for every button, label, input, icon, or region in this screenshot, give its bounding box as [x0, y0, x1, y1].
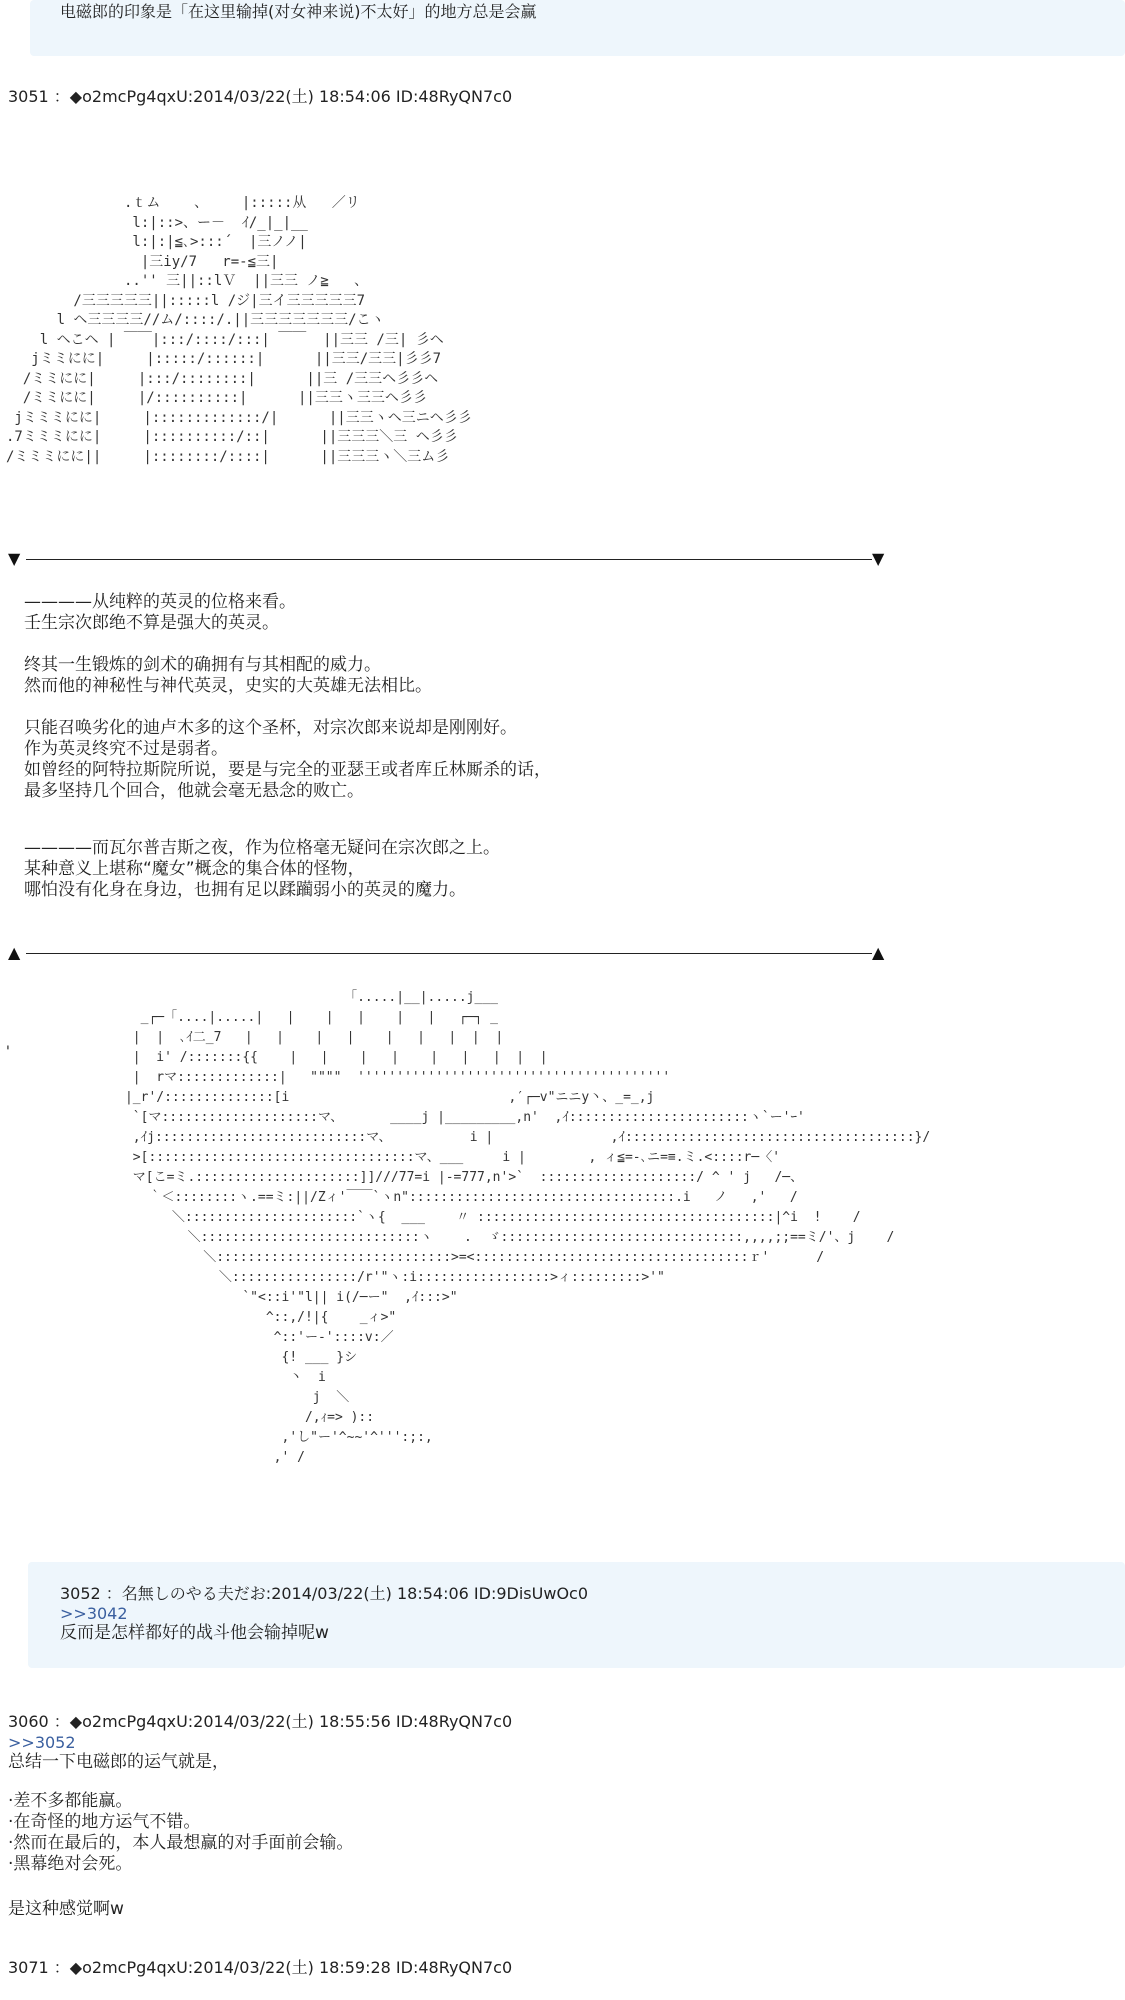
- body-line: ————从纯粹的英灵的位格来看。: [24, 592, 296, 612]
- post-3071-header: 3071 ：◆o2mcPg4qxU:2014/03/22(土) 18:59:28 ID:48RyQN7c0: [8, 1958, 513, 1977]
- post-3052-quote-box: [28, 1562, 1125, 1668]
- body-line: ·黑幕绝对会死。: [8, 1854, 133, 1874]
- ascii-art-character: .ｔム 、 |:::::从 ／リ l:|::>、ー－ ｲ/_|_|__ l:|:|≦､>:::´ |三ノノ| |三iy/7 r=-≦三| ..'' 三||::lＶ ||三三 ノ≧ 、 /三三三三三||:::::l /ジ|三イ三三三三三7 l ヘ三三三三//ム/::::/.||三三三三三三三/こヽ l ヘこヘ | ￣￣|:::/::::/:::| ￣￣ ||三三 /三| 彡ヘ jミミにに| |:::::/::::::| ||三三/三三|彡彡7 /ミミにに| |:::/::::::::| ||三 /三三ヘ彡彡ヘ /ミミにに| |/::::::::::| ||三三ヽ三三ヘ彡彡 jミミミにに| |:::::::::::::/| ||三三ヽヘ三ニヘ彡彡 .7ミミミにに| |::::::::::/::| ||三三三＼三 ヘ彡彡 /ミミミにに|| |::::::::/::::| ||三三三ヽ＼三ム彡: [6, 195, 472, 465]
- post-3051-body: [24, 592, 1104, 901]
- divider-down-line: [26, 559, 872, 560]
- ascii-stray-tick: ': [6, 1044, 10, 1060]
- post-3051-header: 3051 ：◆o2mcPg4qxU:2014/03/22(土) 18:54:06 ID:48RyQN7c0: [8, 87, 513, 106]
- divider-down-marker-right: ▼: [872, 549, 885, 568]
- body-line: 哪怕没有化身在身边，也拥有足以蹂躏弱小的英灵的魔力。: [24, 880, 466, 900]
- body-line: ————而瓦尔普吉斯之夜，作为位格毫无疑问在宗次郎之上。: [24, 838, 500, 858]
- body-line: 然而他的神秘性与神代英灵，史实的大英雄无法相比。: [24, 676, 432, 696]
- body-line: 壬生宗次郎绝不算是强大的英灵。: [24, 613, 279, 633]
- body-line: 是这种感觉啊w: [8, 1899, 124, 1919]
- divider-up-marker-right: ▲: [872, 943, 885, 962]
- post-3060-body: [8, 1752, 1108, 1920]
- body-gap: [24, 697, 1104, 718]
- divider-up-line: [26, 953, 872, 954]
- body-gap: [8, 1875, 1108, 1899]
- body-line: 只能召唤劣化的迪卢木多的这个圣杯，对宗次郎来说却是刚刚好。: [24, 718, 517, 738]
- body-line: 某种意义上堪称“魔女”概念的集合体的怪物，: [24, 859, 365, 879]
- body-line: 终其一生锻炼的剑术的确拥有与其相配的威力。: [24, 655, 381, 675]
- body-gap: [24, 802, 1104, 838]
- body-line: ·差不多都能赢。: [8, 1791, 133, 1811]
- post-3060-reply-link[interactable]: >>3052: [8, 1733, 76, 1752]
- body-line: ·在奇怪的地方运气不错。: [8, 1812, 201, 1832]
- divider-down-marker-left: ▼: [8, 549, 21, 568]
- body-gap: [8, 1773, 1108, 1791]
- body-gap: [24, 634, 1104, 655]
- body-line: 最多坚持几个回合，他就会毫无悬念的败亡。: [24, 781, 364, 801]
- ascii-art-walpurgis: 「.....|__|.....j___ _┌─「....|.....| | | | | | ┌─┐ _ | | ､ｲ二_7 | | | | | | | | | | i' /:::::::{{ | | | | | | | | | | rマ:::::::::::::| """" '''''''''''''''''''''''''''''''''''''''' |_r'/::::::::::::::[i ,′┌─v"ニニy丶、_=_,j `[マ::::::::::::::::::::マ、 ____j |_________,n' ,ｲ:::::::::::::::::::::::ヽ`ー'ｰ' ,ｲj:::::::::::::::::::::::::::マ、 i | ,ｲ:::::::::::::::::::::::::::::::::::::}/ >[::::::::::::::::::::::::::::::::::マ、___ i | , ィ≦=-､ニ=≡.ミ.<::::r─〈' マ[こ=ミ.:::::::::::::::::::::]]///77=i |-=777,n'>` ::::::::::::::::::::/ ^ ' j /─、 ｀＜::::::::ヽ.==ミ:||/Zィ'￣￣`ヽn"::::::::::::::::::::::::::::::::::.i ノ ,' / ＼::::::::::::::::::::::`ヽ{ ___ 〃 ::::::::::::::::::::::::::::::::::::::|^i ! / ＼::::::::::::::::::::::::::::ヽ . ゞ:::::::::::::::::::::::::::::::,,,,;;==ミ/'、j / ＼::::::::::::::::::::::::::::::>=<:::::::::::::::::::::::::::::::::::ｒ' / ＼::::::::::::::::/r'"ヽ:i:::::::::::::::::>ィ:::::::::>'" `"<::i'"l|| i(/─ー" ,ｲ:::>" ^::,/!|{ _ィ>" ^::'ー-'::::v:／ {! ___ }シ 丶 i j ＼ /,ｨ=> ):: ,'し"ー'^~~'^''':;:, ,' /: [124, 990, 931, 1465]
- body-line: 如曾经的阿特拉斯院所说，要是与完全的亚瑟王或者库丘林厮杀的话，: [24, 760, 551, 780]
- body-line: ·然而在最后的，本人最想赢的对手面前会输。: [8, 1833, 354, 1853]
- divider-up-marker-left: ▲: [8, 943, 21, 962]
- body-line: 总结一下电磁郎的运气就是，: [8, 1752, 229, 1772]
- top-quote-text: 电磁郎的印象是「在这里输掉(对女神来说)不太好」的地方总是会赢: [60, 2, 537, 21]
- body-line: 作为英灵终究不过是弱者。: [24, 739, 228, 759]
- post-3052-reply-link[interactable]: >>3042: [60, 1604, 128, 1623]
- post-3052-header: 3052 ：名無しのやる夫だお:2014/03/22(土) 18:54:06 ID:9DisUwOc0: [60, 1584, 589, 1603]
- post-3060-header: 3060 ：◆o2mcPg4qxU:2014/03/22(土) 18:55:56 ID:48RyQN7c0: [8, 1712, 513, 1731]
- post-3052-body: 反而是怎样都好的战斗他会输掉呢w: [60, 1623, 329, 1643]
